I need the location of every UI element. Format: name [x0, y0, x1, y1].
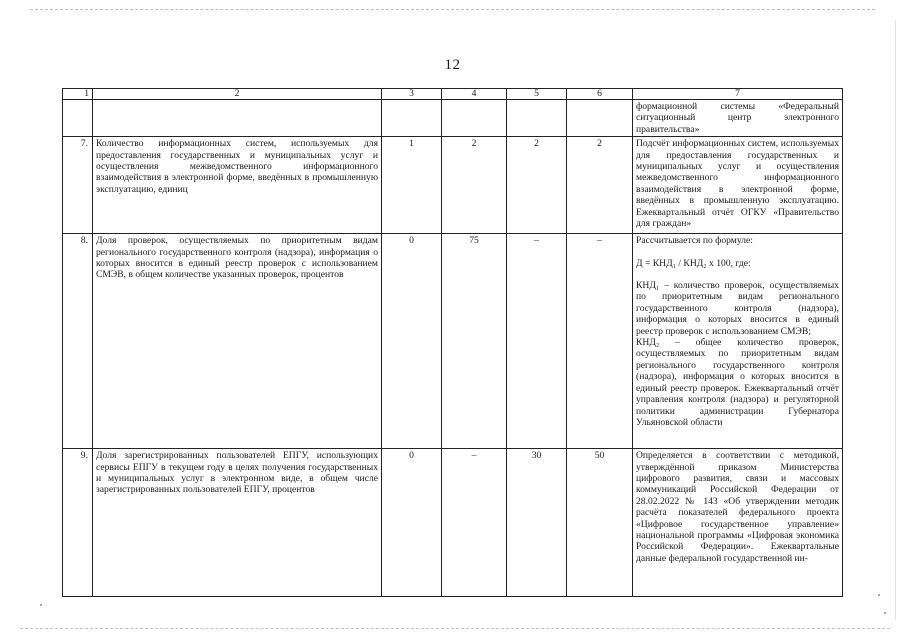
column-numbers-row — [63, 89, 843, 100]
scan-edge-right — [895, 20, 896, 620]
row-number — [63, 100, 93, 137]
table-row — [63, 137, 843, 234]
calculation-note — [633, 234, 843, 449]
table-row — [63, 100, 843, 137]
value-col5: – — [507, 234, 567, 449]
note-line: Определяется в соответствии с методикой, утверждённой приказом Министерства цифрового развития, связи и массовых коммуникаций Российской Федерации от 28.02.2022 № 143 «Об утверждении методик расчёта показателей федерального проекта «Цифровое государственное управление» национальной программы «Цифровая экономика Российской Федерации». Ежеквартальные данные федеральной государственной ин- — [636, 450, 839, 564]
table-row — [63, 234, 843, 449]
value-col3: 1 — [382, 137, 442, 234]
column-header: 7 — [633, 89, 843, 100]
column-header: 5 — [507, 89, 567, 100]
row-number: 8. — [63, 234, 93, 449]
indicator-description: Доля зарегистрированных пользователей ЕПГУ, использующих сервисы ЕПГУ в текущем году в целях получения государственных и муниципальных услуг в электронном виде, в общем числе зарегистрированных пользователей ЕПГУ, процентов — [93, 449, 382, 597]
row-number: 7. — [63, 137, 93, 234]
scan-speck — [884, 612, 886, 614]
value-col6: 50 — [567, 449, 633, 597]
note-spacer — [636, 269, 839, 280]
indicator-description: Доля проверок, осуществляемых по приоритетным видам регионального государственного контроля (надзора), информация о которых вносится в единый реестр проверок с использованием СМЭВ, в общем количестве указанных проверок, процентов — [93, 234, 382, 449]
scan-speck — [878, 594, 880, 596]
scan-speck — [40, 604, 42, 606]
note-line: КНД₁ – количество проверок, осуществляемых по приоритетным видам регионального государственного контроля (надзора), информация о которых вносится в единый реестр проверок с использованием СМЭВ; — [636, 280, 839, 337]
column-header: 6 — [567, 89, 633, 100]
value-col4: 2 — [442, 137, 507, 234]
table-row — [63, 449, 843, 597]
value-col3 — [382, 100, 442, 137]
value-col4: 75 — [442, 234, 507, 449]
note-spacer — [636, 247, 839, 258]
calculation-note — [633, 137, 843, 234]
value-col4: – — [442, 449, 507, 597]
column-header: 2 — [93, 89, 382, 100]
scan-edge-bottom — [20, 628, 890, 629]
value-col5 — [507, 100, 567, 137]
value-col6: 2 — [567, 137, 633, 234]
formula: Д = КНД₁ / КНД₂ х 100, где: — [636, 257, 751, 269]
calculation-note — [633, 100, 843, 137]
indicator-description — [93, 100, 382, 137]
page-number: 12 — [444, 57, 461, 73]
scan-edge-top — [30, 9, 875, 10]
column-header: 3 — [382, 89, 442, 100]
indicator-description: Количество информационных систем, используемых для предоставления государственных и муниципальных услуг и осуществления межведомственного информационного взаимодействия в электронной форме, введённых в промышленную эксплуатацию, единиц — [93, 137, 382, 234]
value-col5: 30 — [507, 449, 567, 597]
value-col5: 2 — [507, 137, 567, 234]
note-line: КНД₂ – общее количество проверок, осуществляемых по приоритетным видам регионального государственного контроля (надзора), информация о которых вносится в единый реестр проверок. Ежеквартальный отчёт управления контроля (надзора) и регуляторной политики администрации Губернатора Ульяновской области — [636, 337, 839, 428]
calculation-note — [633, 449, 843, 597]
value-col6 — [567, 100, 633, 137]
value-col3: 0 — [382, 449, 442, 597]
note-line: формационной системы «Федеральный ситуационный центр электронного правительства» — [636, 101, 839, 135]
value-col6: – — [567, 234, 633, 449]
note-line: Рассчитывается по формуле: — [636, 235, 753, 247]
note-line: Подсчёт информационных систем, используемых для предоставления государственных и муниципальных услуг и осуществления межведомственного информационного взаимодействия в электронной форме, введённых в промышленную эксплуатацию. Ежеквартальный отчёт ОГКУ «Правительство для граждан» — [636, 138, 839, 230]
value-col4 — [442, 100, 507, 137]
value-col3: 0 — [382, 234, 442, 449]
column-header: 4 — [442, 89, 507, 100]
column-header: 1 — [63, 89, 93, 100]
row-number: 9. — [63, 449, 93, 597]
indicators-table — [62, 88, 843, 597]
